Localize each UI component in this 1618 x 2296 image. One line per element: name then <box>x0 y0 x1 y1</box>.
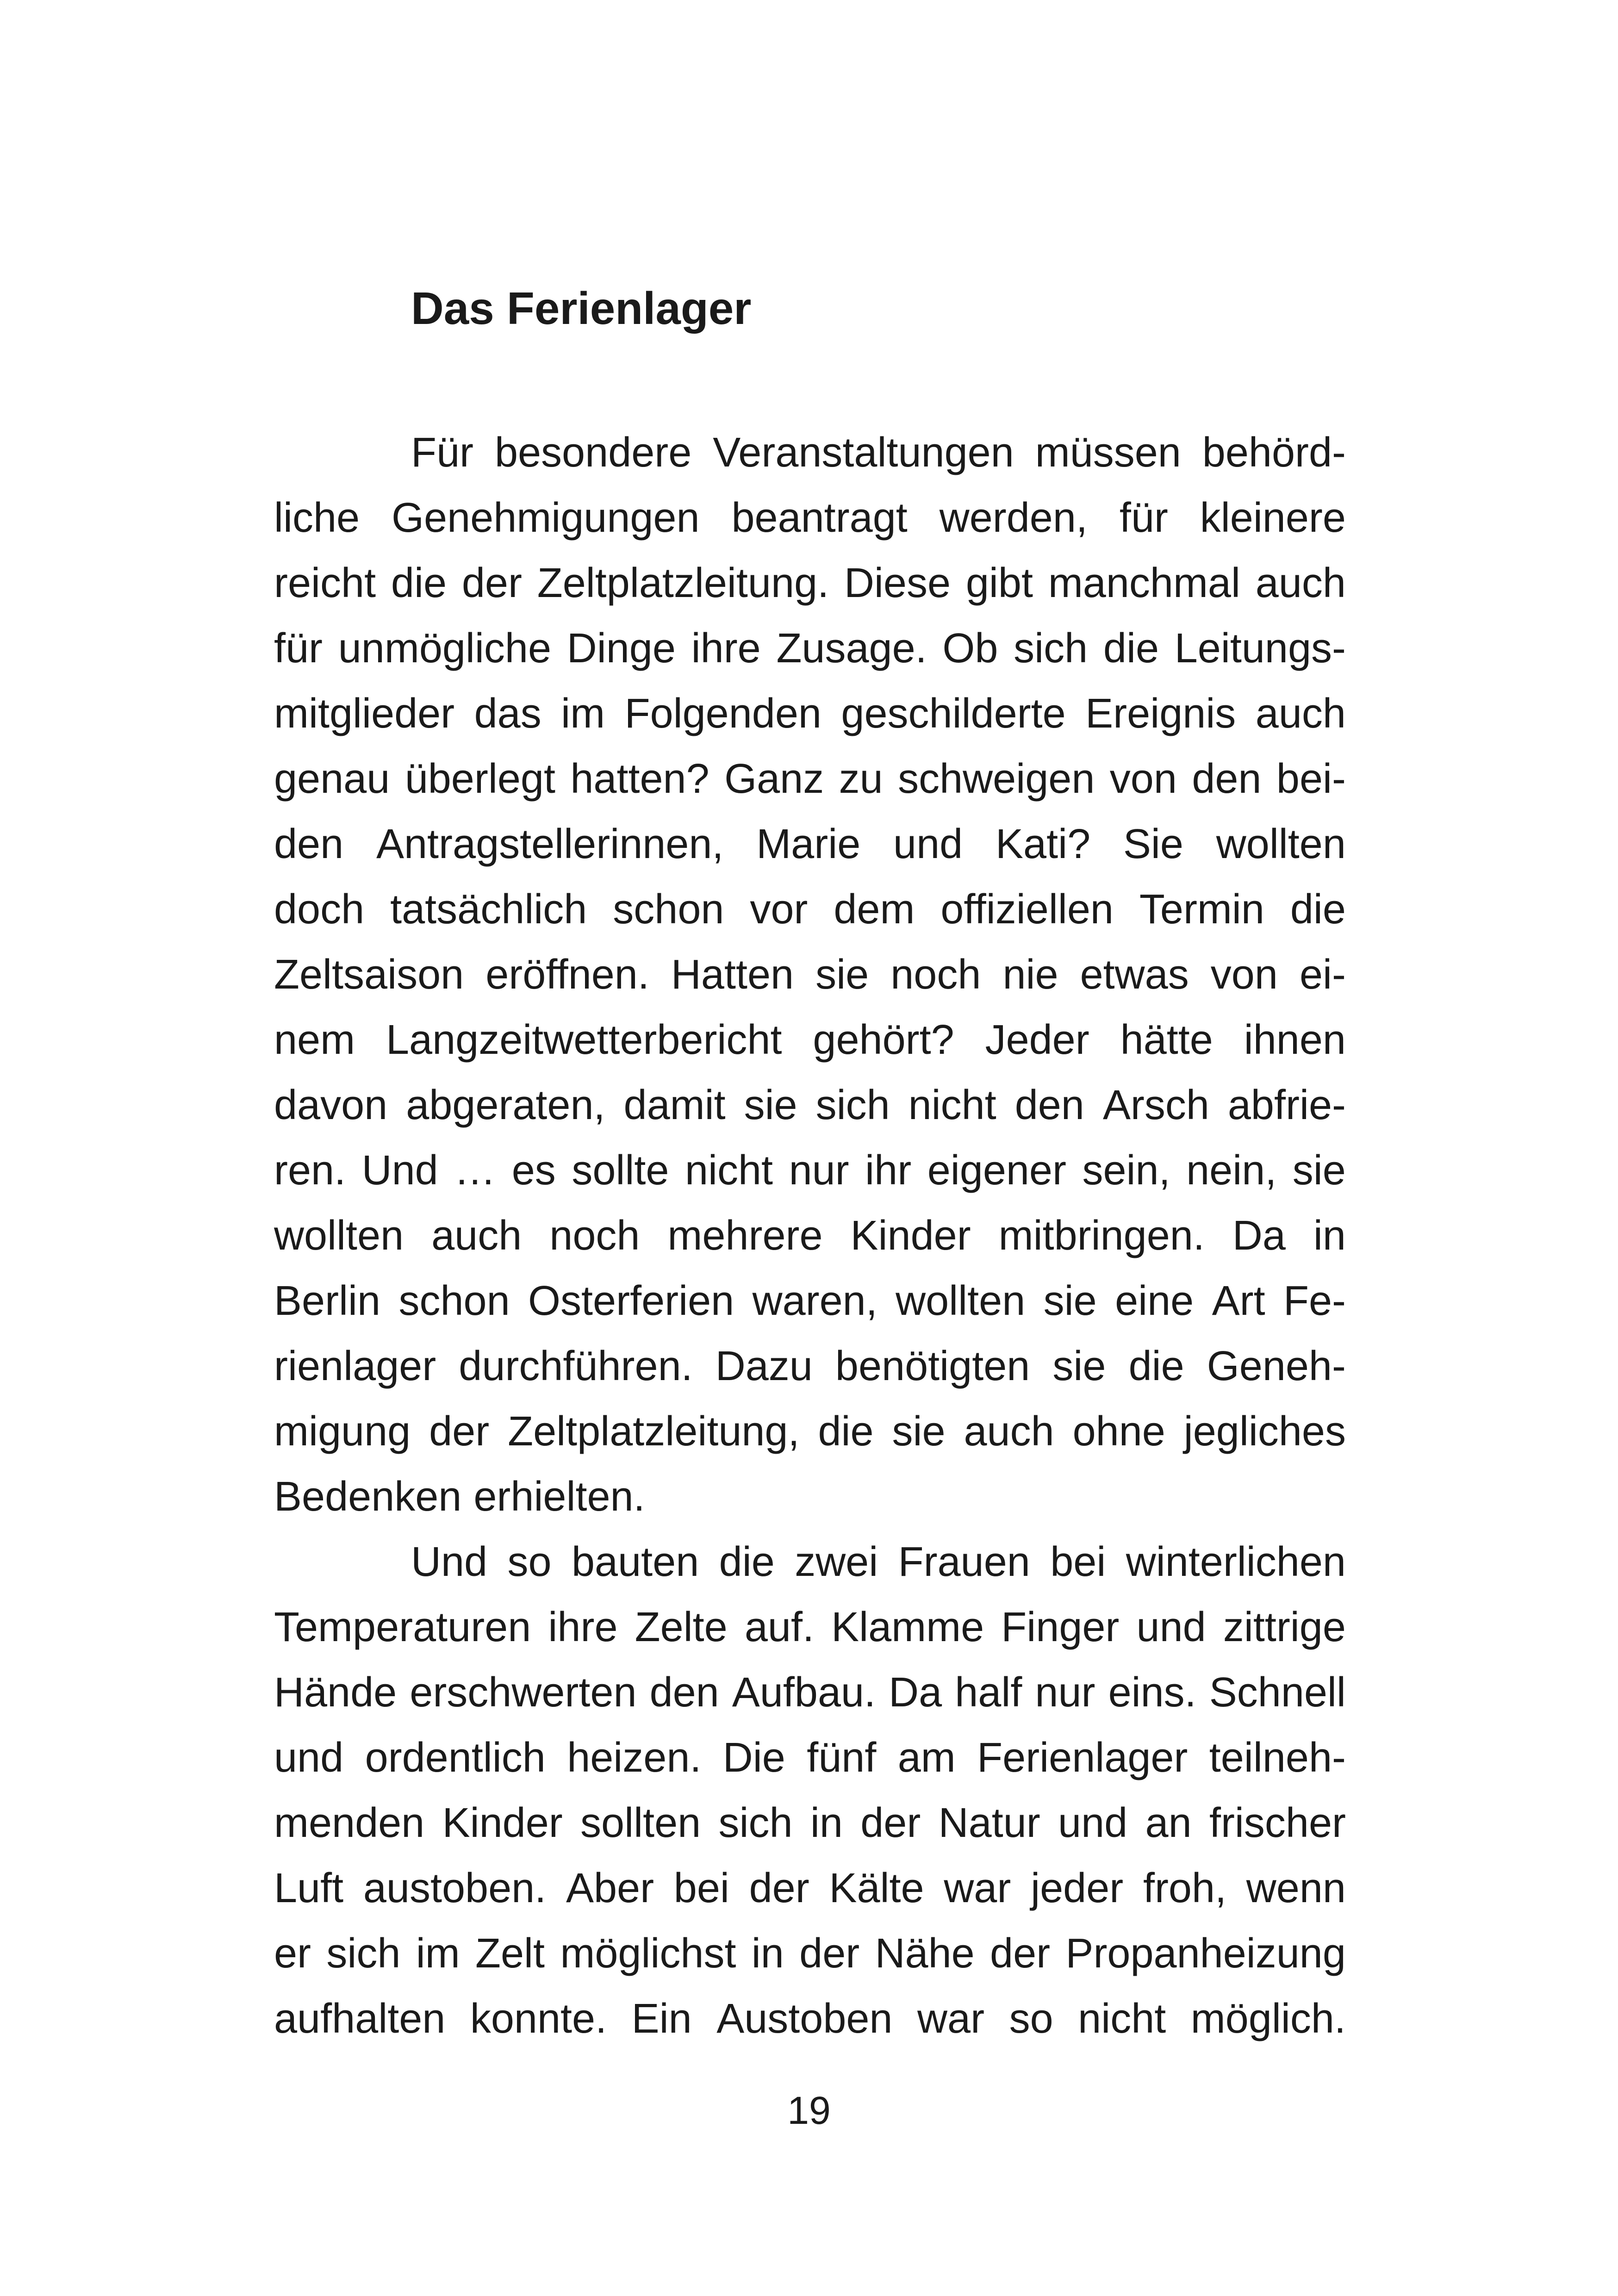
text-line <box>274 551 1346 616</box>
word: teilneh- <box>1209 1735 1346 1781</box>
word: der <box>990 1930 1051 1977</box>
word: Ganz <box>724 756 824 802</box>
word: den <box>1014 1082 1084 1128</box>
word: Aufbau. <box>732 1669 876 1716</box>
word: Ferienlager <box>977 1735 1188 1781</box>
word: gehört? <box>813 1017 954 1063</box>
word: Austoben <box>716 1996 893 2042</box>
word: Marie <box>756 821 861 867</box>
word: sich <box>815 1082 890 1128</box>
word: besondere <box>494 429 692 476</box>
word: den <box>274 821 344 867</box>
word: eröffnen. <box>485 952 649 998</box>
word: nie <box>1002 952 1058 998</box>
text-line <box>274 1725 1346 1791</box>
word: möglichst <box>560 1930 736 1977</box>
word: eigener <box>927 1147 1066 1194</box>
word: gibt <box>965 560 1033 606</box>
text-line <box>274 485 1346 551</box>
word: eine <box>1115 1278 1194 1324</box>
word: sie <box>744 1082 797 1128</box>
word: Fe- <box>1283 1278 1346 1324</box>
word: schweigen <box>898 756 1095 802</box>
word: die <box>719 1539 775 1585</box>
word: Sie <box>1123 821 1183 867</box>
word: ihre <box>548 1604 618 1650</box>
word: ihre <box>691 625 761 672</box>
word: sich <box>718 1800 793 1846</box>
word: am <box>897 1735 956 1781</box>
word: Und <box>361 1147 438 1194</box>
word: ei- <box>1299 952 1346 998</box>
word: und <box>274 1735 344 1781</box>
body-text <box>274 420 1346 2052</box>
word: mehrere <box>667 1213 823 1259</box>
word: der <box>799 1930 860 1977</box>
word: vor <box>750 886 808 933</box>
text-line <box>274 942 1346 1008</box>
text-line <box>274 747 1346 812</box>
word: auch <box>431 1213 522 1259</box>
word: den <box>1192 756 1262 802</box>
word: Finger <box>1001 1604 1120 1650</box>
word: heizen. <box>567 1735 702 1781</box>
text-line <box>274 1334 1346 1399</box>
word: wenn <box>1246 1865 1346 1911</box>
word: und <box>1058 1800 1128 1846</box>
word: davon <box>274 1082 388 1128</box>
word: möglich. <box>1190 1996 1346 2042</box>
word: er <box>274 1930 311 1977</box>
word: noch <box>549 1213 640 1259</box>
word: Klamme <box>831 1604 984 1650</box>
word: sich <box>1014 625 1088 672</box>
text-line <box>274 616 1346 681</box>
word: Zeltplatzleitung. <box>537 560 829 606</box>
word: für <box>1119 495 1168 541</box>
text-line <box>274 1138 1346 1203</box>
word: ihr <box>865 1147 912 1194</box>
word: auch <box>1255 560 1346 606</box>
word: bei- <box>1276 756 1346 802</box>
text-line <box>274 1986 1346 2052</box>
word: und <box>893 821 963 867</box>
word: half <box>955 1669 1022 1716</box>
word: konnte. <box>470 1996 607 2042</box>
word: geschilderte <box>841 691 1066 737</box>
word: offiziellen <box>940 886 1114 933</box>
word: der <box>461 560 522 606</box>
word: jeder <box>1031 1865 1124 1911</box>
word: damit <box>623 1082 726 1128</box>
word: Jeder <box>985 1017 1089 1063</box>
word: Da <box>889 1669 942 1716</box>
word: die <box>818 1408 874 1455</box>
word: Geneh- <box>1207 1343 1346 1389</box>
word: Luft <box>274 1865 344 1911</box>
word: zittrige <box>1223 1604 1346 1650</box>
chapter-title: Das Ferienlager <box>411 283 752 334</box>
word: ohne <box>1072 1408 1165 1455</box>
word: bauten <box>571 1539 699 1585</box>
text-line <box>274 877 1346 942</box>
word: sie <box>1052 1343 1106 1389</box>
word: genau <box>274 756 390 802</box>
text-line <box>274 1530 1346 1595</box>
word: Ereignis <box>1085 691 1236 737</box>
word: winterlichen <box>1126 1539 1346 1585</box>
word: Die <box>722 1735 785 1781</box>
word: nur <box>789 1147 849 1194</box>
word: dem <box>834 886 915 933</box>
text-line <box>274 1595 1346 1660</box>
text-line <box>274 681 1346 747</box>
text-line <box>274 1203 1346 1269</box>
word: so <box>1009 1996 1053 2042</box>
word: abgeraten, <box>406 1082 605 1128</box>
word: nur <box>1035 1669 1095 1716</box>
word: im <box>416 1930 460 1977</box>
word: die <box>1290 886 1346 933</box>
word: hätte <box>1120 1017 1213 1063</box>
word: nem <box>274 1017 355 1063</box>
word: etwas <box>1080 952 1189 998</box>
text-line <box>274 420 1346 485</box>
word: unmögliche <box>338 625 552 672</box>
word: eins. <box>1108 1669 1196 1716</box>
text-line <box>274 1660 1346 1725</box>
word: wollten <box>1216 821 1346 867</box>
word: Zeltplatzleitung, <box>508 1408 800 1455</box>
word: kleinere <box>1200 495 1346 541</box>
word: Natur <box>938 1800 1040 1846</box>
word: Da <box>1232 1213 1286 1259</box>
word: waren, <box>752 1278 877 1324</box>
word: Ob <box>942 625 998 672</box>
word: Temperaturen <box>274 1604 531 1650</box>
word: in <box>1313 1213 1346 1259</box>
word: an <box>1145 1800 1192 1846</box>
word: von <box>1210 952 1278 998</box>
word: war <box>944 1865 1011 1911</box>
text-line <box>274 1008 1346 1073</box>
word: Veranstaltungen <box>713 429 1014 476</box>
word: Kälte <box>829 1865 924 1911</box>
word: Dinge <box>566 625 676 672</box>
word: das <box>474 691 541 737</box>
word: sollten <box>580 1800 701 1846</box>
word: Zelt <box>475 1930 545 1977</box>
word: rienlager <box>274 1343 436 1389</box>
word: Zusage. <box>776 625 927 672</box>
word: auch <box>964 1408 1054 1455</box>
word: in <box>810 1800 843 1846</box>
word: Und <box>411 1539 488 1585</box>
word: Kinder <box>850 1213 971 1259</box>
text-line <box>274 1269 1346 1334</box>
word: mitglieder <box>274 691 455 737</box>
word: die <box>1128 1343 1184 1389</box>
word: reicht <box>274 560 376 606</box>
word: fünf <box>807 1735 877 1781</box>
word: migung <box>274 1408 411 1455</box>
word: frischer <box>1209 1800 1346 1846</box>
word: schon <box>613 886 724 933</box>
word: Kati? <box>995 821 1091 867</box>
word: menden <box>274 1800 425 1846</box>
text-line <box>274 1856 1346 1921</box>
word: Ein <box>631 1996 692 2042</box>
word: zu <box>839 756 883 802</box>
word: Propanheizung <box>1065 1930 1346 1977</box>
word: den <box>649 1669 719 1716</box>
word: froh, <box>1143 1865 1227 1911</box>
word: nicht <box>1078 1996 1166 2042</box>
word: tatsächlich <box>390 886 587 933</box>
word: Dazu <box>715 1343 813 1389</box>
word: schon <box>398 1278 510 1324</box>
word: mitbringen. <box>998 1213 1205 1259</box>
word: sollte <box>572 1147 669 1194</box>
word: sie <box>815 952 869 998</box>
word: erhielten. <box>473 1474 645 1520</box>
word: bei <box>673 1865 729 1911</box>
word: Genehmigungen <box>392 495 700 541</box>
word: nicht <box>685 1147 773 1194</box>
text-line <box>274 1921 1346 1986</box>
word: sie <box>892 1408 946 1455</box>
text-line <box>274 1073 1346 1138</box>
word: … <box>454 1147 496 1194</box>
word: abfrie- <box>1227 1082 1346 1128</box>
word: nein, <box>1186 1147 1277 1194</box>
word: Leitungs- <box>1174 625 1346 672</box>
word: der <box>429 1408 490 1455</box>
word: auch <box>1255 691 1346 737</box>
word: Nähe <box>875 1930 975 1977</box>
word: und <box>1136 1604 1206 1650</box>
word: doch <box>274 886 365 933</box>
word: der <box>860 1800 921 1846</box>
word: für <box>274 625 323 672</box>
text-line <box>274 1791 1346 1856</box>
word: in <box>751 1930 784 1977</box>
word: noch <box>890 952 981 998</box>
word: aufhalten <box>274 1996 446 2042</box>
word: Arsch <box>1102 1082 1209 1128</box>
word: erschwerten <box>410 1669 637 1716</box>
word: Folgenden <box>624 691 821 737</box>
word: im <box>561 691 605 737</box>
word: Frauen <box>898 1539 1030 1585</box>
word: Termin <box>1139 886 1264 933</box>
word: die <box>391 560 447 606</box>
word: Art <box>1212 1278 1265 1324</box>
word: die <box>1103 625 1159 672</box>
word: Berlin <box>274 1278 381 1324</box>
word: Kinder <box>442 1800 563 1846</box>
word: es <box>511 1147 556 1194</box>
word: durchführen. <box>459 1343 693 1389</box>
word: ren. <box>274 1147 346 1194</box>
word: zwei <box>795 1539 878 1585</box>
word: Osterferien <box>528 1278 734 1324</box>
word: ordentlich <box>365 1735 546 1781</box>
word: Langzeitwetterbericht <box>386 1017 782 1063</box>
word: hatten? <box>570 756 709 802</box>
text-line <box>274 1464 1346 1530</box>
word: müssen <box>1035 429 1181 476</box>
word: Zelte <box>635 1604 728 1650</box>
word: sie <box>1043 1278 1097 1324</box>
word: wollten <box>274 1213 404 1259</box>
word: Aber <box>566 1865 654 1911</box>
word: Hände <box>274 1669 397 1716</box>
word: Bedenken <box>274 1474 462 1520</box>
word: auf. <box>744 1604 814 1650</box>
word: Zeltsaison <box>274 952 464 998</box>
word: behörd- <box>1202 429 1346 476</box>
word: nicht <box>908 1082 996 1128</box>
text-line <box>274 812 1346 877</box>
word: Hatten <box>671 952 794 998</box>
word: werden, <box>939 495 1088 541</box>
word: ihnen <box>1244 1017 1346 1063</box>
word: sein, <box>1082 1147 1170 1194</box>
word: manchmal <box>1048 560 1240 606</box>
word: sich <box>326 1930 401 1977</box>
word: Antragstellerinnen, <box>376 821 724 867</box>
word: benötigten <box>835 1343 1030 1389</box>
word: war <box>917 1996 985 2042</box>
word: von <box>1109 756 1177 802</box>
word: Für <box>411 429 473 476</box>
text-line <box>274 1399 1346 1464</box>
word: Schnell <box>1209 1669 1346 1716</box>
word: jegliches <box>1183 1408 1346 1455</box>
word: so <box>507 1539 552 1585</box>
word: der <box>749 1865 809 1911</box>
word: liche <box>274 495 360 541</box>
word: beantragt <box>731 495 908 541</box>
page-number: 19 <box>787 2089 831 2132</box>
word: Diese <box>844 560 951 606</box>
word: wollten <box>896 1278 1026 1324</box>
word: sie <box>1292 1147 1346 1194</box>
word: bei <box>1050 1539 1106 1585</box>
word: austoben. <box>363 1865 547 1911</box>
word: überlegt <box>404 756 555 802</box>
